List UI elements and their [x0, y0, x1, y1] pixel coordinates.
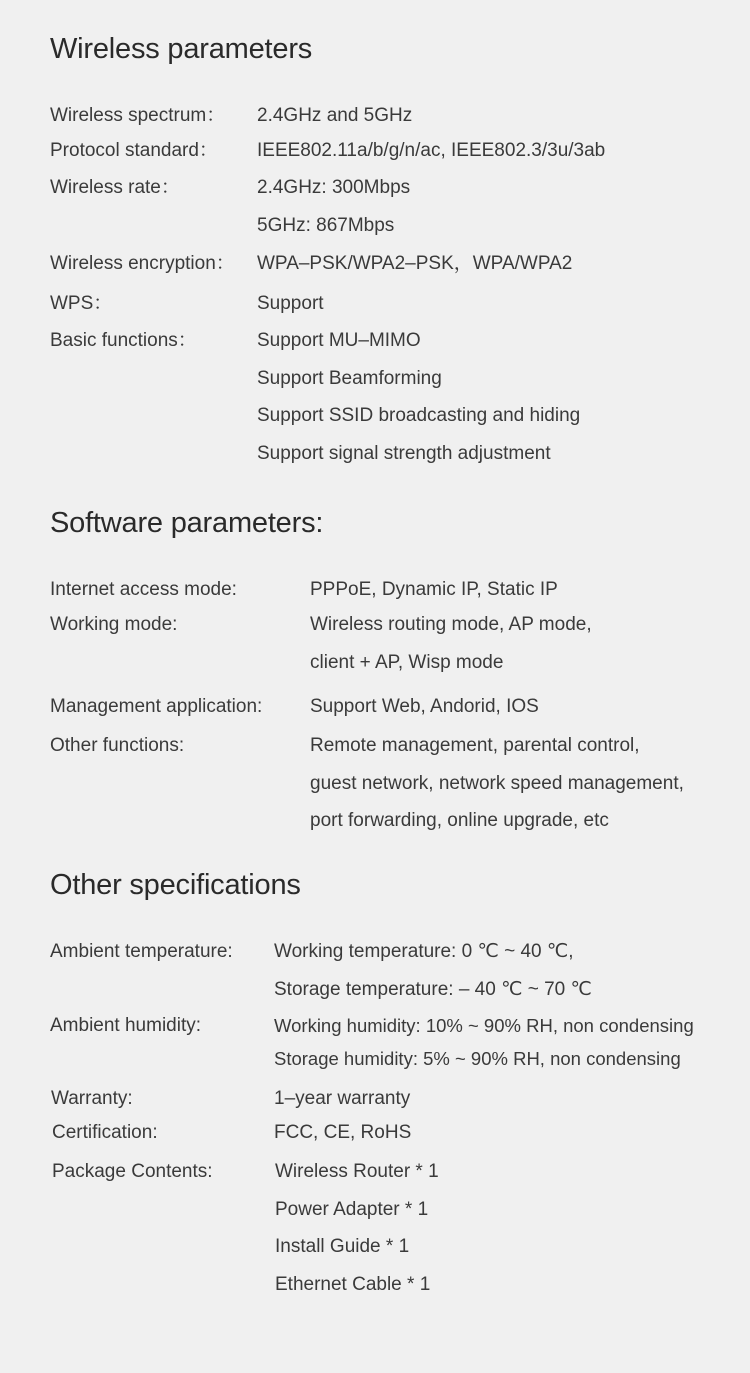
spec-label-management-application: Management application: [50, 696, 263, 717]
spec-value-wps: Support [257, 293, 324, 314]
spec-value-package-router: Wireless Router * 1 [275, 1161, 439, 1182]
spec-label-warranty: Warranty: [51, 1088, 133, 1109]
spec-label-wps: WPS： [50, 293, 113, 314]
spec-value-warranty: 1–year warranty [274, 1088, 411, 1109]
spec-value-storage-humidity: Storage humidity: 5% ~ 90% RH, non condensing [274, 1048, 681, 1069]
spec-value-basic-functions-signal: Support signal strength adjustment [257, 443, 551, 464]
spec-label-wireless-spectrum: Wireless spectrum： [50, 105, 226, 126]
spec-label-basic-functions: Basic functions： [50, 330, 197, 351]
spec-value-basic-functions-mu-mimo: Support MU–MIMO [257, 330, 421, 351]
spec-value-other-functions-line1: Remote management, parental control, [310, 735, 640, 756]
spec-value-wireless-spectrum: 2.4GHz and 5GHz [257, 105, 413, 126]
spec-value-working-humidity: Working humidity: 10% ~ 90% RH, non condensing [274, 1015, 694, 1036]
spec-value-working-mode-line1: Wireless routing mode, AP mode, [310, 614, 592, 635]
spec-label-ambient-humidity: Ambient humidity: [50, 1015, 202, 1036]
spec-value-wireless-rate-5ghz: 5GHz: 867Mbps [257, 215, 395, 236]
section-title-other-specifications: Other specifications [50, 869, 301, 901]
spec-label-certification: Certification: [52, 1122, 158, 1143]
spec-value-wireless-rate-24ghz: 2.4GHz: 300Mbps [257, 177, 411, 198]
spec-value-other-functions-line2: guest network, network speed management, [310, 773, 684, 794]
spec-label-ambient-temperature: Ambient temperature: [50, 941, 233, 962]
spec-label-package-contents: Package Contents: [52, 1161, 213, 1182]
spec-value-internet-access-mode: PPPoE, Dynamic IP, Static IP [310, 579, 558, 600]
spec-value-package-power-adapter: Power Adapter * 1 [275, 1199, 429, 1220]
spec-label-working-mode: Working mode: [50, 614, 178, 635]
spec-value-package-install-guide: Install Guide * 1 [275, 1236, 410, 1257]
spec-value-basic-functions-ssid: Support SSID broadcasting and hiding [257, 405, 581, 426]
spec-label-wireless-rate: Wireless rate： [50, 177, 180, 198]
spec-label-internet-access-mode: Internet access mode: [50, 579, 237, 600]
spec-value-package-ethernet-cable: Ethernet Cable * 1 [275, 1274, 431, 1295]
spec-value-wireless-encryption: WPA–PSK/WPA2–PSK，WPA/WPA2 [257, 253, 573, 274]
spec-value-basic-functions-beamforming: Support Beamforming [257, 368, 442, 389]
spec-label-wireless-encryption: Wireless encryption： [50, 253, 235, 274]
spec-value-other-functions-line3: port forwarding, online upgrade, etc [310, 810, 609, 831]
section-title-software: Software parameters: [50, 507, 324, 539]
spec-value-certification: FCC, CE, RoHS [274, 1122, 412, 1143]
spec-value-working-mode-line2: client + AP, Wisp mode [310, 652, 504, 673]
spec-value-protocol-standard: IEEE802.11a/b/g/n/ac, IEEE802.3/3u/3ab [257, 140, 606, 161]
section-title-wireless: Wireless parameters [50, 33, 313, 65]
spec-value-working-temperature: Working temperature: 0 ℃ ~ 40 ℃, [274, 941, 574, 962]
spec-value-storage-temperature: Storage temperature: – 40 ℃ ~ 70 ℃ [274, 979, 592, 1000]
spec-value-management-application: Support Web, Andorid, IOS [310, 696, 539, 717]
spec-label-protocol-standard: Protocol standard： [50, 140, 218, 161]
spec-label-other-functions: Other functions: [50, 735, 185, 756]
